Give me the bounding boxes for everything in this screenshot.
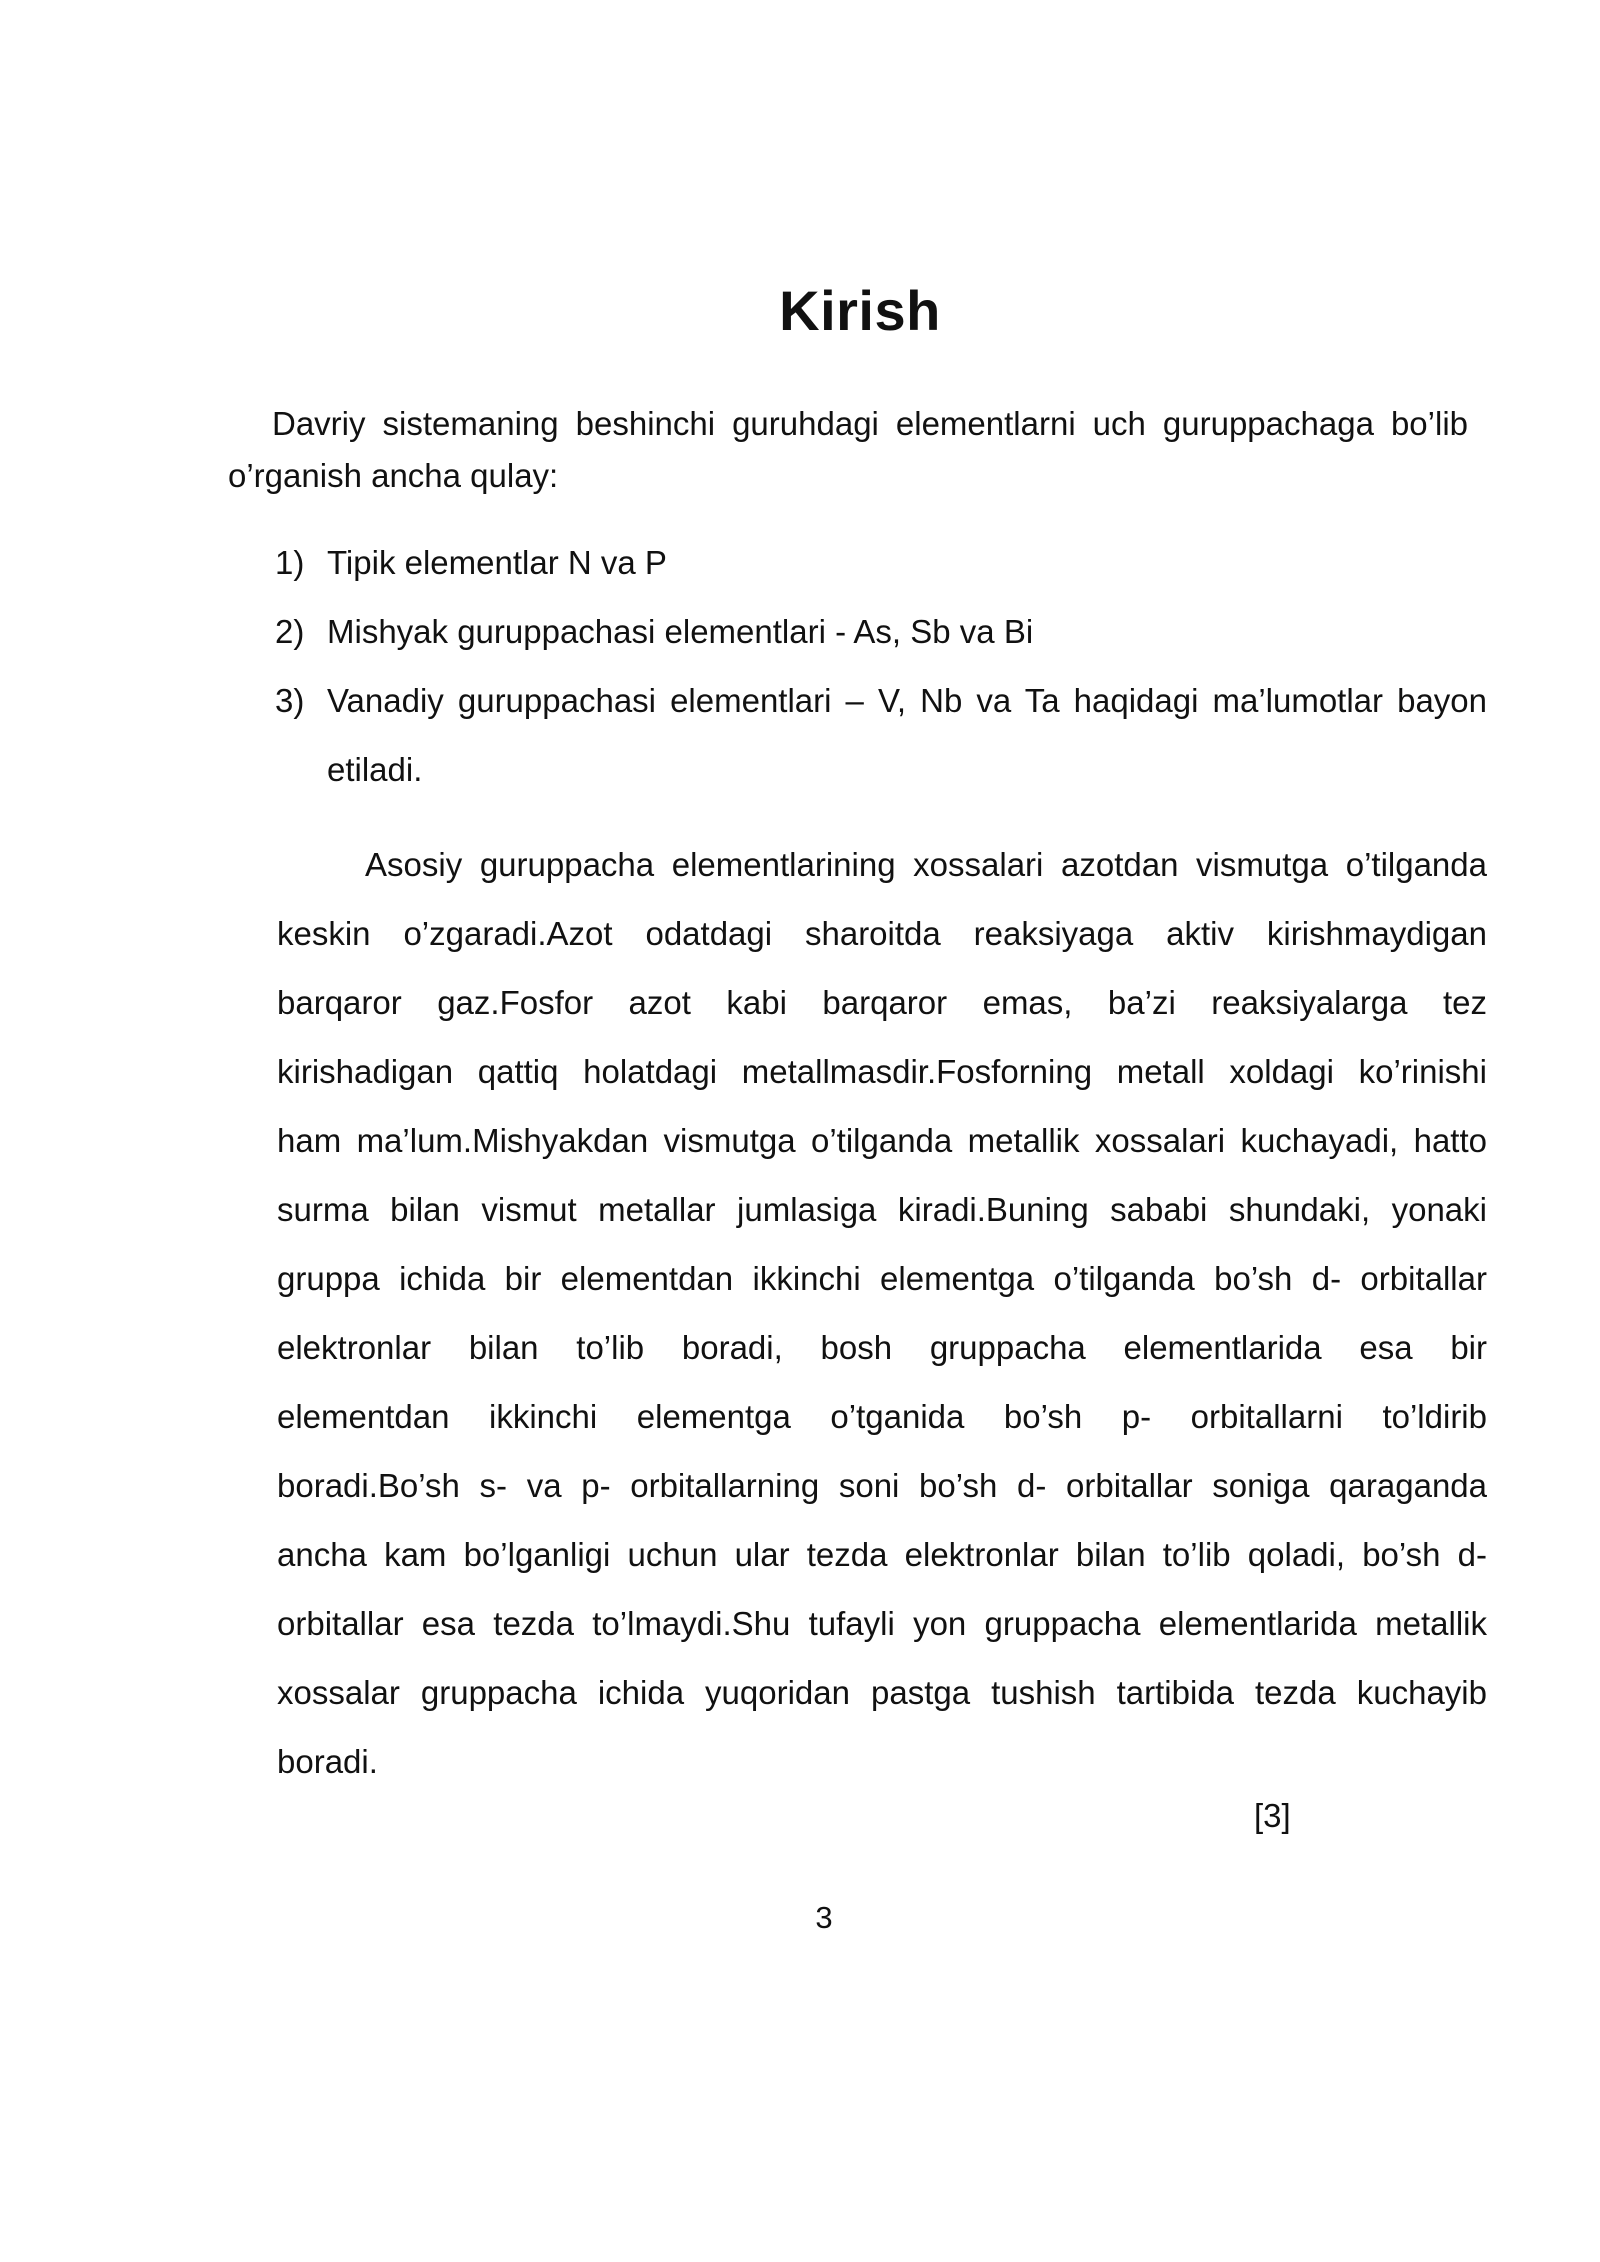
list-item-text: Vanadiy guruppachasi elementlari – V, Nb va Ta haqidagi ma’lumotlar bayon etiladi. (327, 682, 1487, 788)
main-paragraph: Asosiy guruppacha elementlarining xossalari azotdan vismutga o’tilganda keskin o’zgaradi.Azot odatdagi sharoitda reaksiyaga aktiv kirishmaydigan barqaror gaz.Fosfor azot kabi barqaror emas, ba’zi reaksiyalarga tez kirishadigan qattiq holatdagi metallmasdir.Fosforning metall xoldagi ko’rinishi ham ma’lum.Mishyakdan vismutga o’tilganda metallik xossalari kuchayadi, hatto surma bilan vismut metallar jumlasiga kiradi.Buning sababi shundaki, yonaki gruppa ichida bir elementdan ikkinchi elementga o’tilganda bo’sh d- orbitallar elektronlar bilan to’lib boradi, bosh gruppacha elementlarida esa bir elementdan ikkinchi elementga o’tganida bo’sh p- orbitallarni to’ldirib boradi.Bo’sh s- va p- orbitallarning soni bo’sh d- orbitallar soniga qaraganda ancha kam bo’lganligi uchun ular tezda elektronlar bilan to’lib qoladi, bo’sh d- orbitallar esa tezda to’lmaydi.Shu tufayli yon gruppacha elementlarida metallik xossalar gruppacha ichida yuqoridan pastga tushish tartibida tezda kuchayib boradi. (277, 846, 1487, 1780)
reference-citation: [3] (1254, 1797, 1291, 1834)
list-item-number: 2) (275, 613, 305, 650)
list-item-text: Mishyak guruppachasi elementlari - As, Sb va Bi (327, 613, 1034, 650)
page-number: 3 (815, 1900, 833, 1935)
list-item (275, 597, 1487, 666)
list-item (275, 528, 1487, 597)
list-item-number: 3) (275, 682, 305, 719)
element-group-list (275, 528, 1487, 804)
list-item-text: Tipik elementlar N va P (327, 544, 667, 581)
list-item-number: 1) (275, 544, 305, 581)
list-item (275, 666, 1487, 804)
page-title: Kirish (779, 279, 941, 342)
intro-paragraph: Davriy sistemaning beshinchi guruhdagi elementlarni uch guruppachaga bo’lib o’rganish ancha qulay: (228, 405, 1468, 494)
